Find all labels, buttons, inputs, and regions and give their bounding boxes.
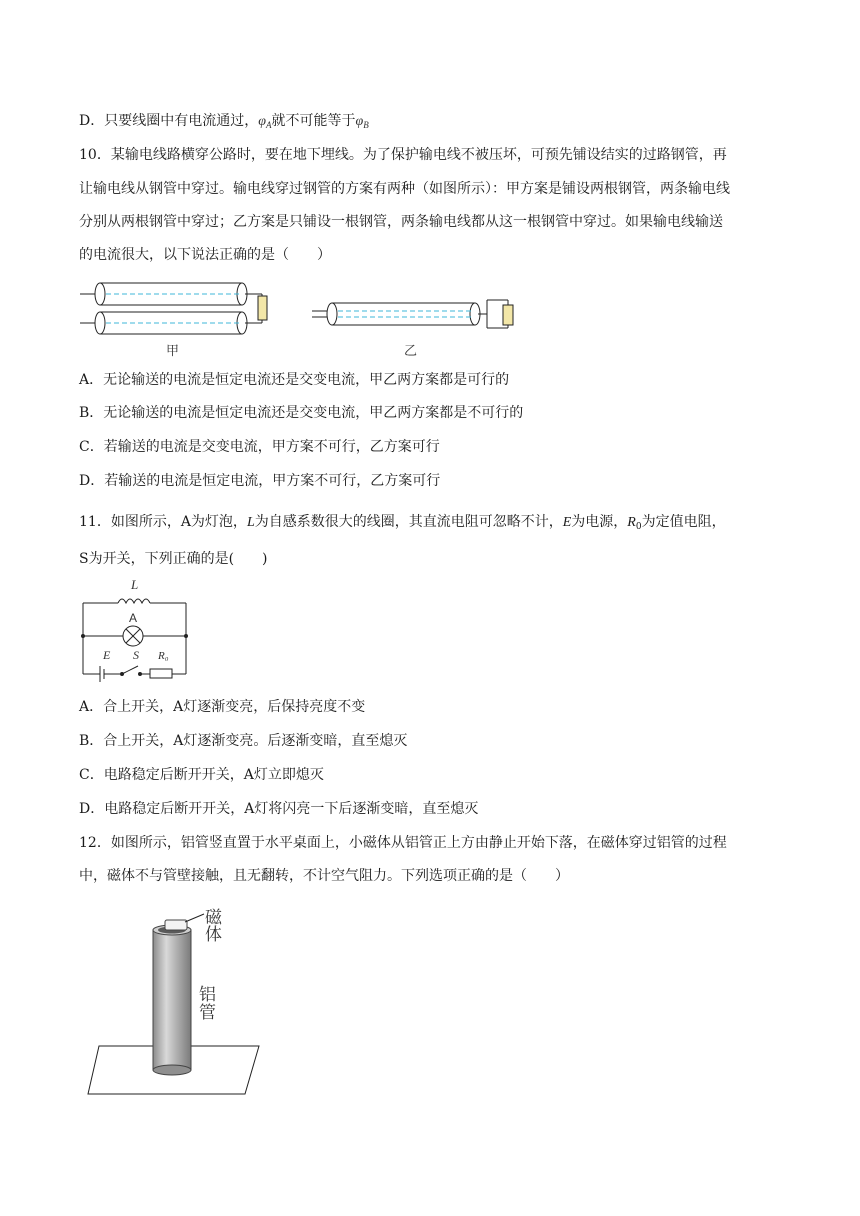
q12-stem-line-2: 中，磁体不与管壁接触，且无翻转，不计空气阻力。下列选项正确的是（ ） — [79, 868, 569, 884]
pipe-diagram — [80, 278, 520, 358]
q10-option-c: C．若输送的电流是交变电流，甲方案不可行，乙方案可行 — [79, 439, 440, 455]
label-source-e: E — [103, 648, 111, 662]
q10-pipe-figure — [80, 278, 520, 358]
q11-option-d: D．电路稳定后断开开关，A灯将闪亮一下后逐渐变暗，直至熄灭 — [79, 801, 479, 817]
q11-stem-line-1: 11．如图所示，A为灯泡，L为自感系数很大的线圈，其直流电阻可忽略不计，E为电源，$R_0$为定值电阻， — [79, 514, 726, 532]
q10-option-b: B．无论输送的电流是恒定电流还是交变电流，甲乙两方案都是不可行的 — [79, 405, 524, 421]
q10-stem-line-2: 让输电线从钢管中穿过。输电线穿过钢管的方案有两种（如图所示）：甲方案是铺设两根钢管，两条输电线 — [79, 181, 730, 197]
label-resistor-r0: R₀ — [158, 650, 169, 662]
aluminum-tube-diagram — [85, 900, 265, 1100]
q11-stem-line-2: S为开关，下列正确的是( ) — [79, 551, 268, 567]
label-tube-1: 铝 — [199, 985, 216, 1004]
label-switch-s: S — [133, 648, 139, 662]
figure-label-yi: 乙 — [404, 343, 418, 358]
q10-option-d: D．若输送的电流是恒定电流，甲方案不可行，乙方案可行 — [79, 473, 441, 489]
label-tube-2: 管 — [199, 1003, 216, 1022]
label-inductor-l: L — [131, 577, 139, 592]
phi-a-symbol: $\varphi_A$ — [258, 114, 272, 130]
q9-option-d-text-b: 就不可能等于 — [271, 113, 356, 129]
phi-b-symbol: $\varphi_B$ — [355, 114, 369, 130]
q11-option-a: A．合上开关，A灯逐渐变亮，后保持亮度不变 — [79, 699, 366, 715]
q10-stem-line-1: 10．某输电线路横穿公路时，要在地下埋线。为了保护输电线不被压坏，可预先铺设结实的过路钢管，再 — [79, 147, 727, 163]
q11-option-b: B．合上开关，A灯逐渐变亮。后逐渐变暗，直至熄灭 — [79, 733, 408, 749]
q10-option-a: A．无论输送的电流是恒定电流还是交变电流，甲乙两方案都是可行的 — [79, 372, 510, 388]
q9-option-d-text-a: D．只要线圈中有电流通过， — [79, 113, 259, 129]
q10-stem-line-4: 的电流很大，以下说法正确的是（ ） — [79, 247, 331, 263]
q10-stem-line-3: 分别从两根钢管中穿过；乙方案是只铺设一根钢管，两条输电线都从这一根钢管中穿过。如果输电线输送 — [79, 214, 723, 230]
q12-tube-figure — [85, 900, 265, 1100]
label-magnet-2: 体 — [205, 925, 222, 944]
circuit-diagram — [78, 578, 193, 688]
label-lamp-a: A — [129, 611, 138, 625]
figure-label-jia: 甲 — [166, 343, 180, 358]
q12-stem-line-1: 12．如图所示，铝管竖直置于水平桌面上，小磁体从铝管正上方由静止开始下落，在磁体穿过铝管的过程 — [79, 835, 727, 851]
label-magnet-1: 磁 — [205, 908, 222, 927]
q9-option-d — [79, 111, 800, 135]
q11-option-c: C．电路稳定后断开开关，A灯立即熄灭 — [79, 767, 324, 783]
q11-circuit-figure — [78, 578, 193, 688]
